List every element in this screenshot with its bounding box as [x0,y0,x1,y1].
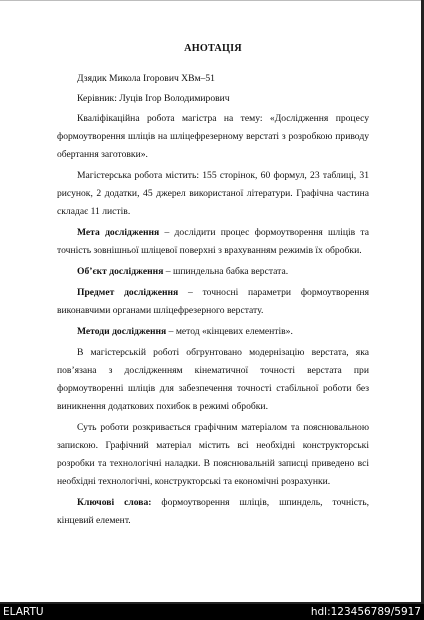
keywords-label: Ключові слова: [77,497,152,508]
author-line: Дзядик Микола Ігорович ХВм–51 [77,73,215,84]
goal-paragraph [57,224,369,260]
methods-paragraph [57,323,369,341]
keywords-paragraph [57,494,369,530]
goal-text: – дослідити процес формоутворення шліців та точність зовнішньої шліцевої поверхні з врахуванням режимів їх обробки. [57,227,370,256]
qualification-paragraph: Кваліфікаційна робота магістра на тему: «Дослідження процесу формоутворення шліців на шліцефрезерному верстаті з розробкою приводу обертання заготовки». [57,113,369,160]
subject-text: – точносні параметри формоутворення виконавчими органами шліцефрезерного верстату. [57,287,369,316]
keywords-text: формоутворення шліців, шпиндель, точність, кінцевий елемент. [57,497,370,526]
footer-repository-name: ELARTU [3,606,44,618]
object-paragraph [57,263,369,281]
methods-label: Методи дослідження [77,326,167,337]
body-paragraph-2: Суть роботи розкривається графічним матеріалом та пояснювальною запискою. Графічний матеріал містить всі необхідні конструкторські розробки та технологічні наладки. В пояснювальній записці приведено всі необхідні технологічні, конструкторські та економічні розрахунки. [57,422,369,487]
page-border-top [0,0,424,1]
object-text: – шпиндельна бабка верстата. [163,266,289,277]
contents-paragraph: Магістерська робота містить: 155 сторінок, 60 формул, 23 таблиці, 31 рисунок, 2 додатки, 45 джерел використаної літератури. Графічна частина складає 11 листів. [57,170,369,217]
object-label: Об’єкт дослідження [77,266,164,277]
document-title: АНОТАЦІЯ [184,43,242,54]
methods-text: – метод «кінцевих елементів». [166,326,293,337]
body-paragraph-1: В магістерській роботі обгрунтовано модернізацію верстата, яка пов’язана з дослідженням кінематичної точності верстата при формоутворенні шліців для забезпечення точності стабільної роботи без виникнення додаткових похибок в режимі обробки. [57,347,369,412]
footer-handle: hdl:123456789/5917 [310,606,421,618]
repository-footer [0,604,424,620]
goal-label: Мета дослідження [77,227,160,238]
subject-label: Предмет дослідження [77,287,179,298]
supervisor-line: Керівник: Луців Ігор Володимирович [77,93,230,104]
document-body [57,40,369,533]
subject-paragraph [57,284,369,320]
